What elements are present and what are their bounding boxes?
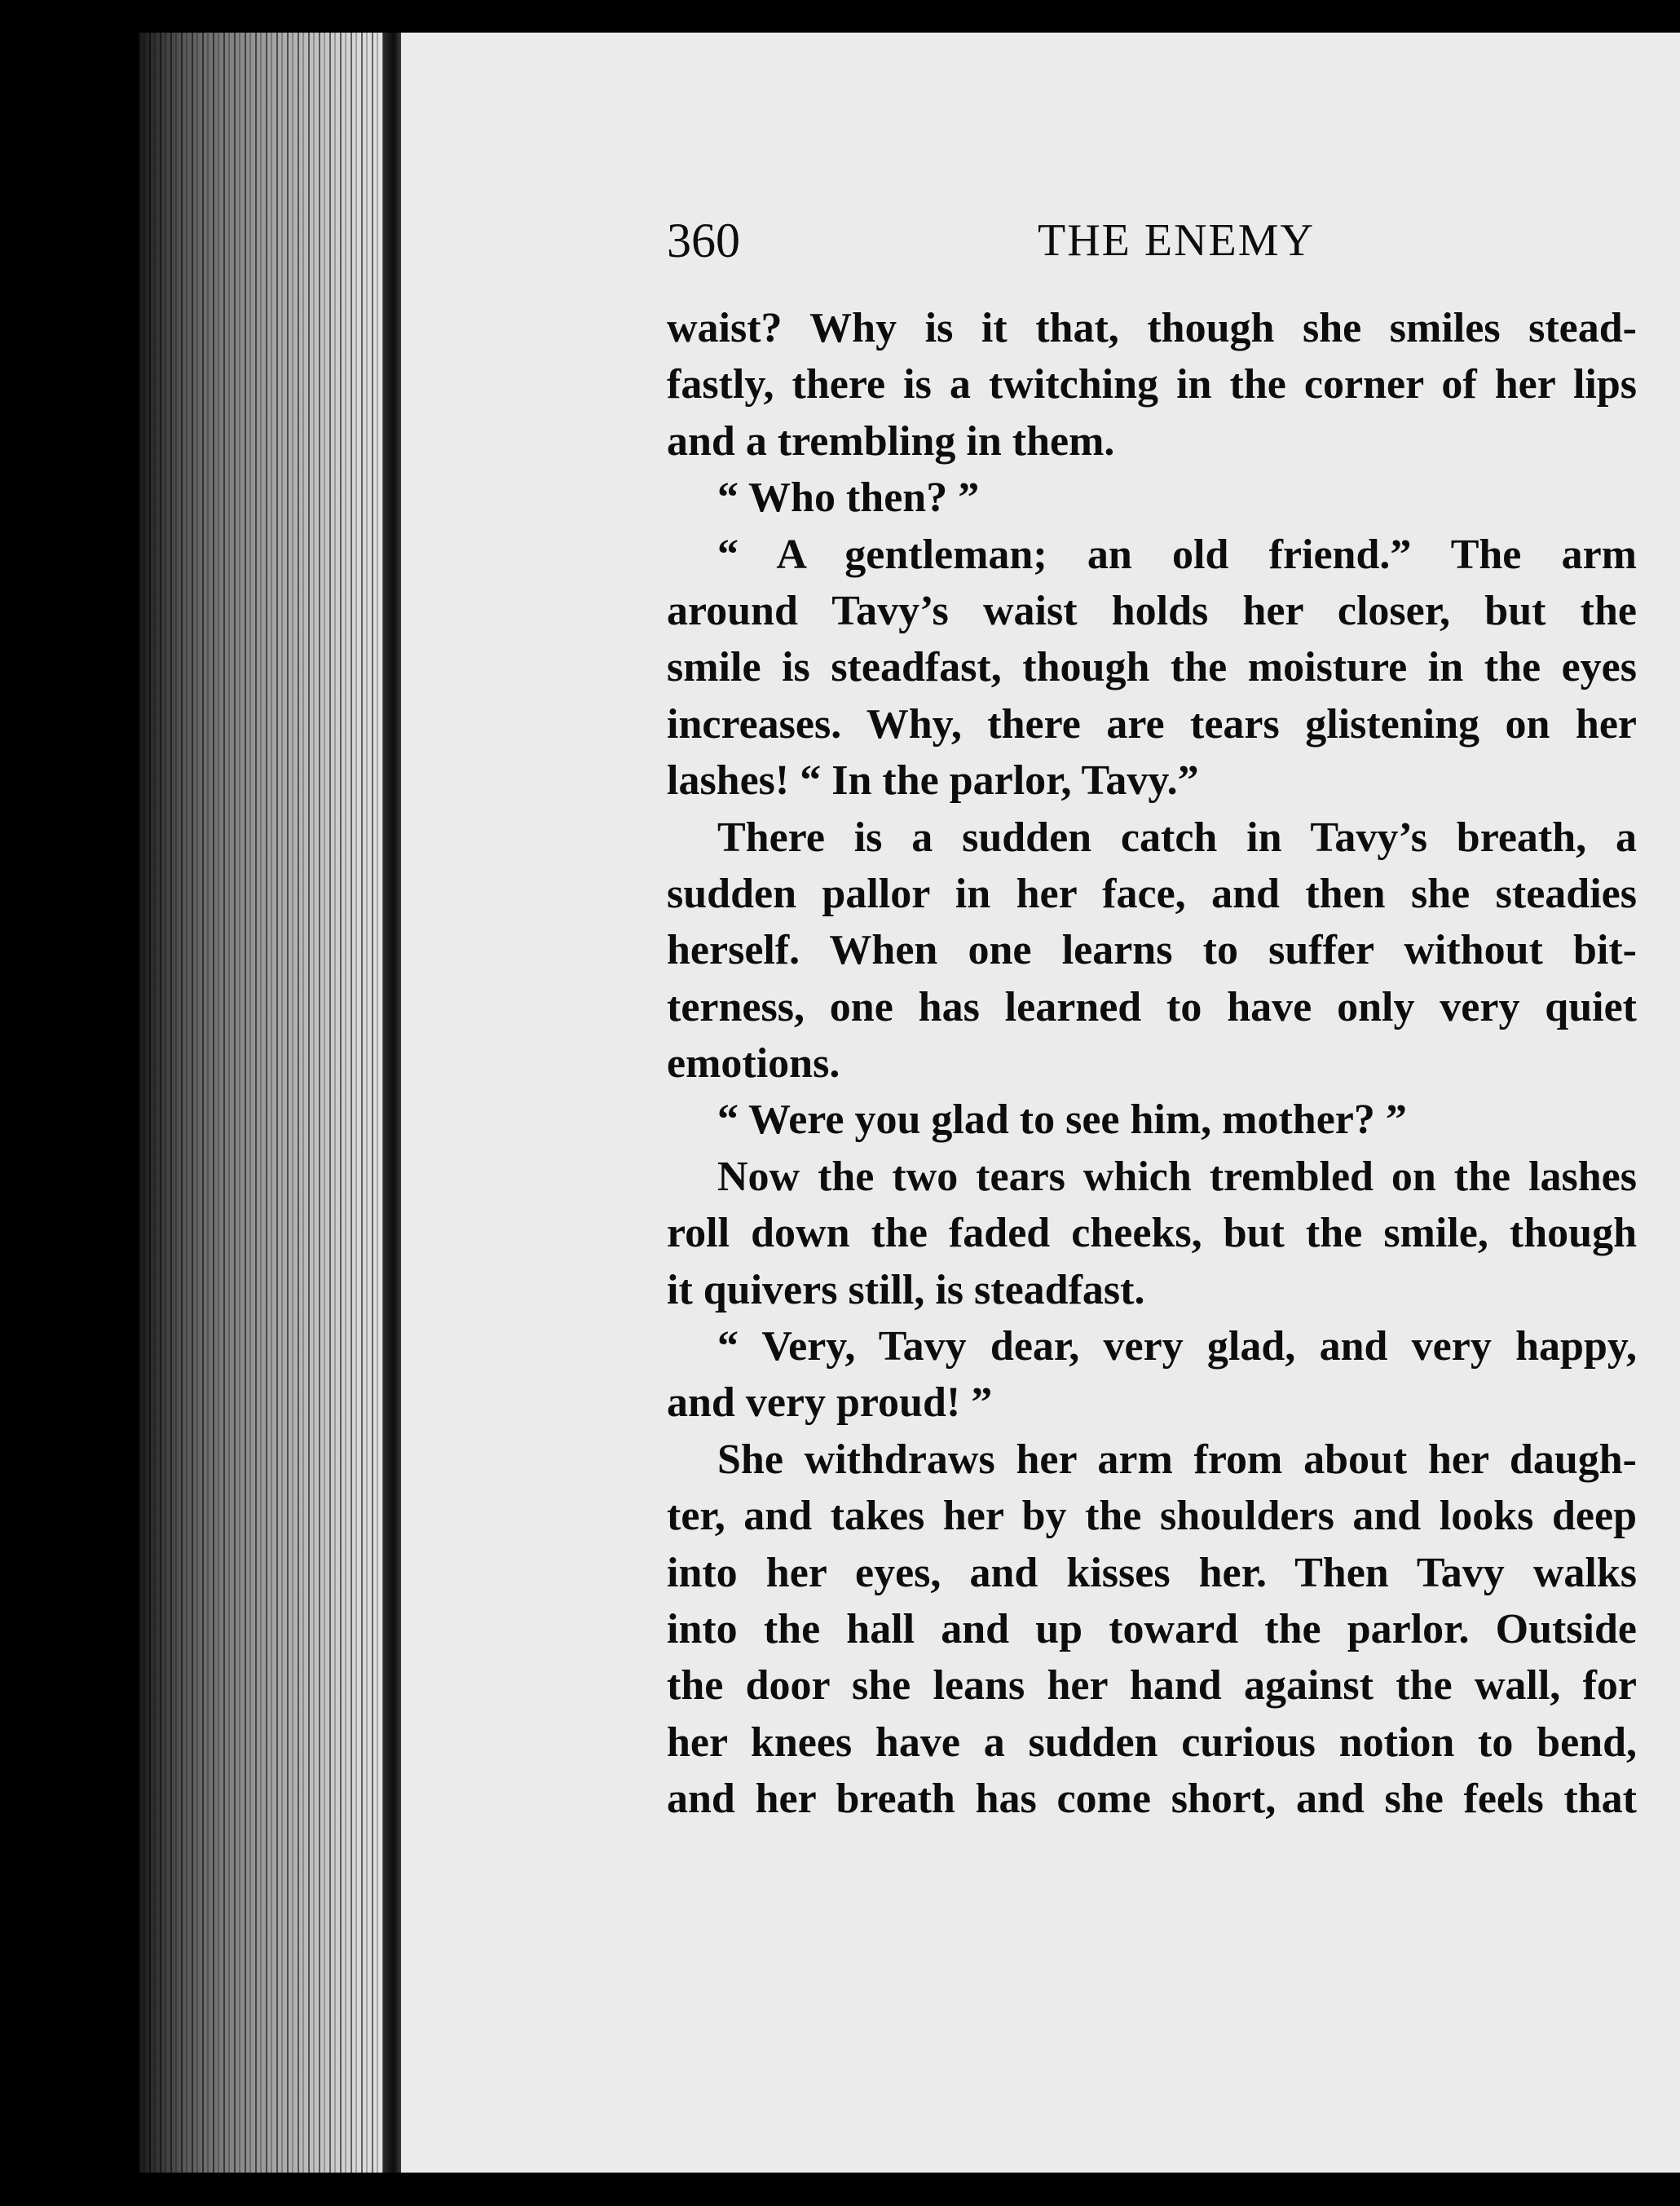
text-line: and very proud! ” bbox=[667, 1379, 993, 1427]
text-line: into her eyes, and kisses her. Then Tavy walks bbox=[667, 1549, 1637, 1596]
text-line: There is a sudden catch in Tavy’s breath, a bbox=[717, 814, 1637, 861]
body-text bbox=[667, 300, 1637, 1828]
text-line: smile is steadfast, though the moisture in the eyes bbox=[667, 644, 1637, 691]
text-line: and a trembling in them. bbox=[667, 417, 1115, 465]
text-line: roll down the faded cheeks, but the smile, though bbox=[667, 1210, 1637, 1257]
running-title: THE ENEMY bbox=[1038, 215, 1315, 266]
text-line: lashes! “ In the parlor, Tavy.” bbox=[667, 757, 1199, 805]
text-line: into the hall and up toward the parlor. Outside bbox=[667, 1605, 1637, 1652]
text-line: sudden pallor in her face, and then she steadies bbox=[667, 870, 1637, 917]
text-line: waist? Why is it that, though she smiles stead- bbox=[667, 305, 1637, 351]
text-line: ter, and takes her by the shoulders and looks deep bbox=[667, 1493, 1637, 1540]
text-line: “ Were you glad to see him, mother? ” bbox=[717, 1096, 1407, 1144]
text-line: herself. When one learns to suffer without bit- bbox=[667, 927, 1637, 974]
page-header bbox=[667, 208, 1637, 273]
text-line: it quivers still, is steadfast. bbox=[667, 1266, 1145, 1313]
text-line: terness, one has learned to have only very quiet bbox=[667, 983, 1637, 1030]
text-line: and her breath has come short, and she feels that bbox=[667, 1776, 1637, 1823]
text-line: increases. Why, there are tears glistening on her bbox=[667, 700, 1637, 748]
book-gutter bbox=[383, 33, 401, 2173]
page-number: 360 bbox=[667, 214, 740, 267]
text-line: Now the two tears which trembled on the lashes bbox=[717, 1153, 1637, 1200]
text-line: the door she leans her hand against the wall, for bbox=[667, 1662, 1637, 1710]
text-line: fastly, there is a twitching in the corner of her lips bbox=[667, 361, 1637, 408]
text-line: “ A gentleman; an old friend.” The arm bbox=[717, 531, 1637, 578]
text-line: “ Very, Tavy dear, very glad, and very happy, bbox=[717, 1323, 1637, 1370]
text-line: around Tavy’s waist holds her closer, but the bbox=[667, 587, 1637, 634]
text-line: “ Who then? ” bbox=[717, 474, 980, 522]
book-page-edges bbox=[139, 33, 399, 2173]
text-line: her knees have a sudden curious notion to bend, bbox=[667, 1718, 1637, 1766]
text-line: emotions. bbox=[667, 1040, 840, 1088]
text-line: She withdraws her arm from about her daugh- bbox=[717, 1436, 1637, 1483]
